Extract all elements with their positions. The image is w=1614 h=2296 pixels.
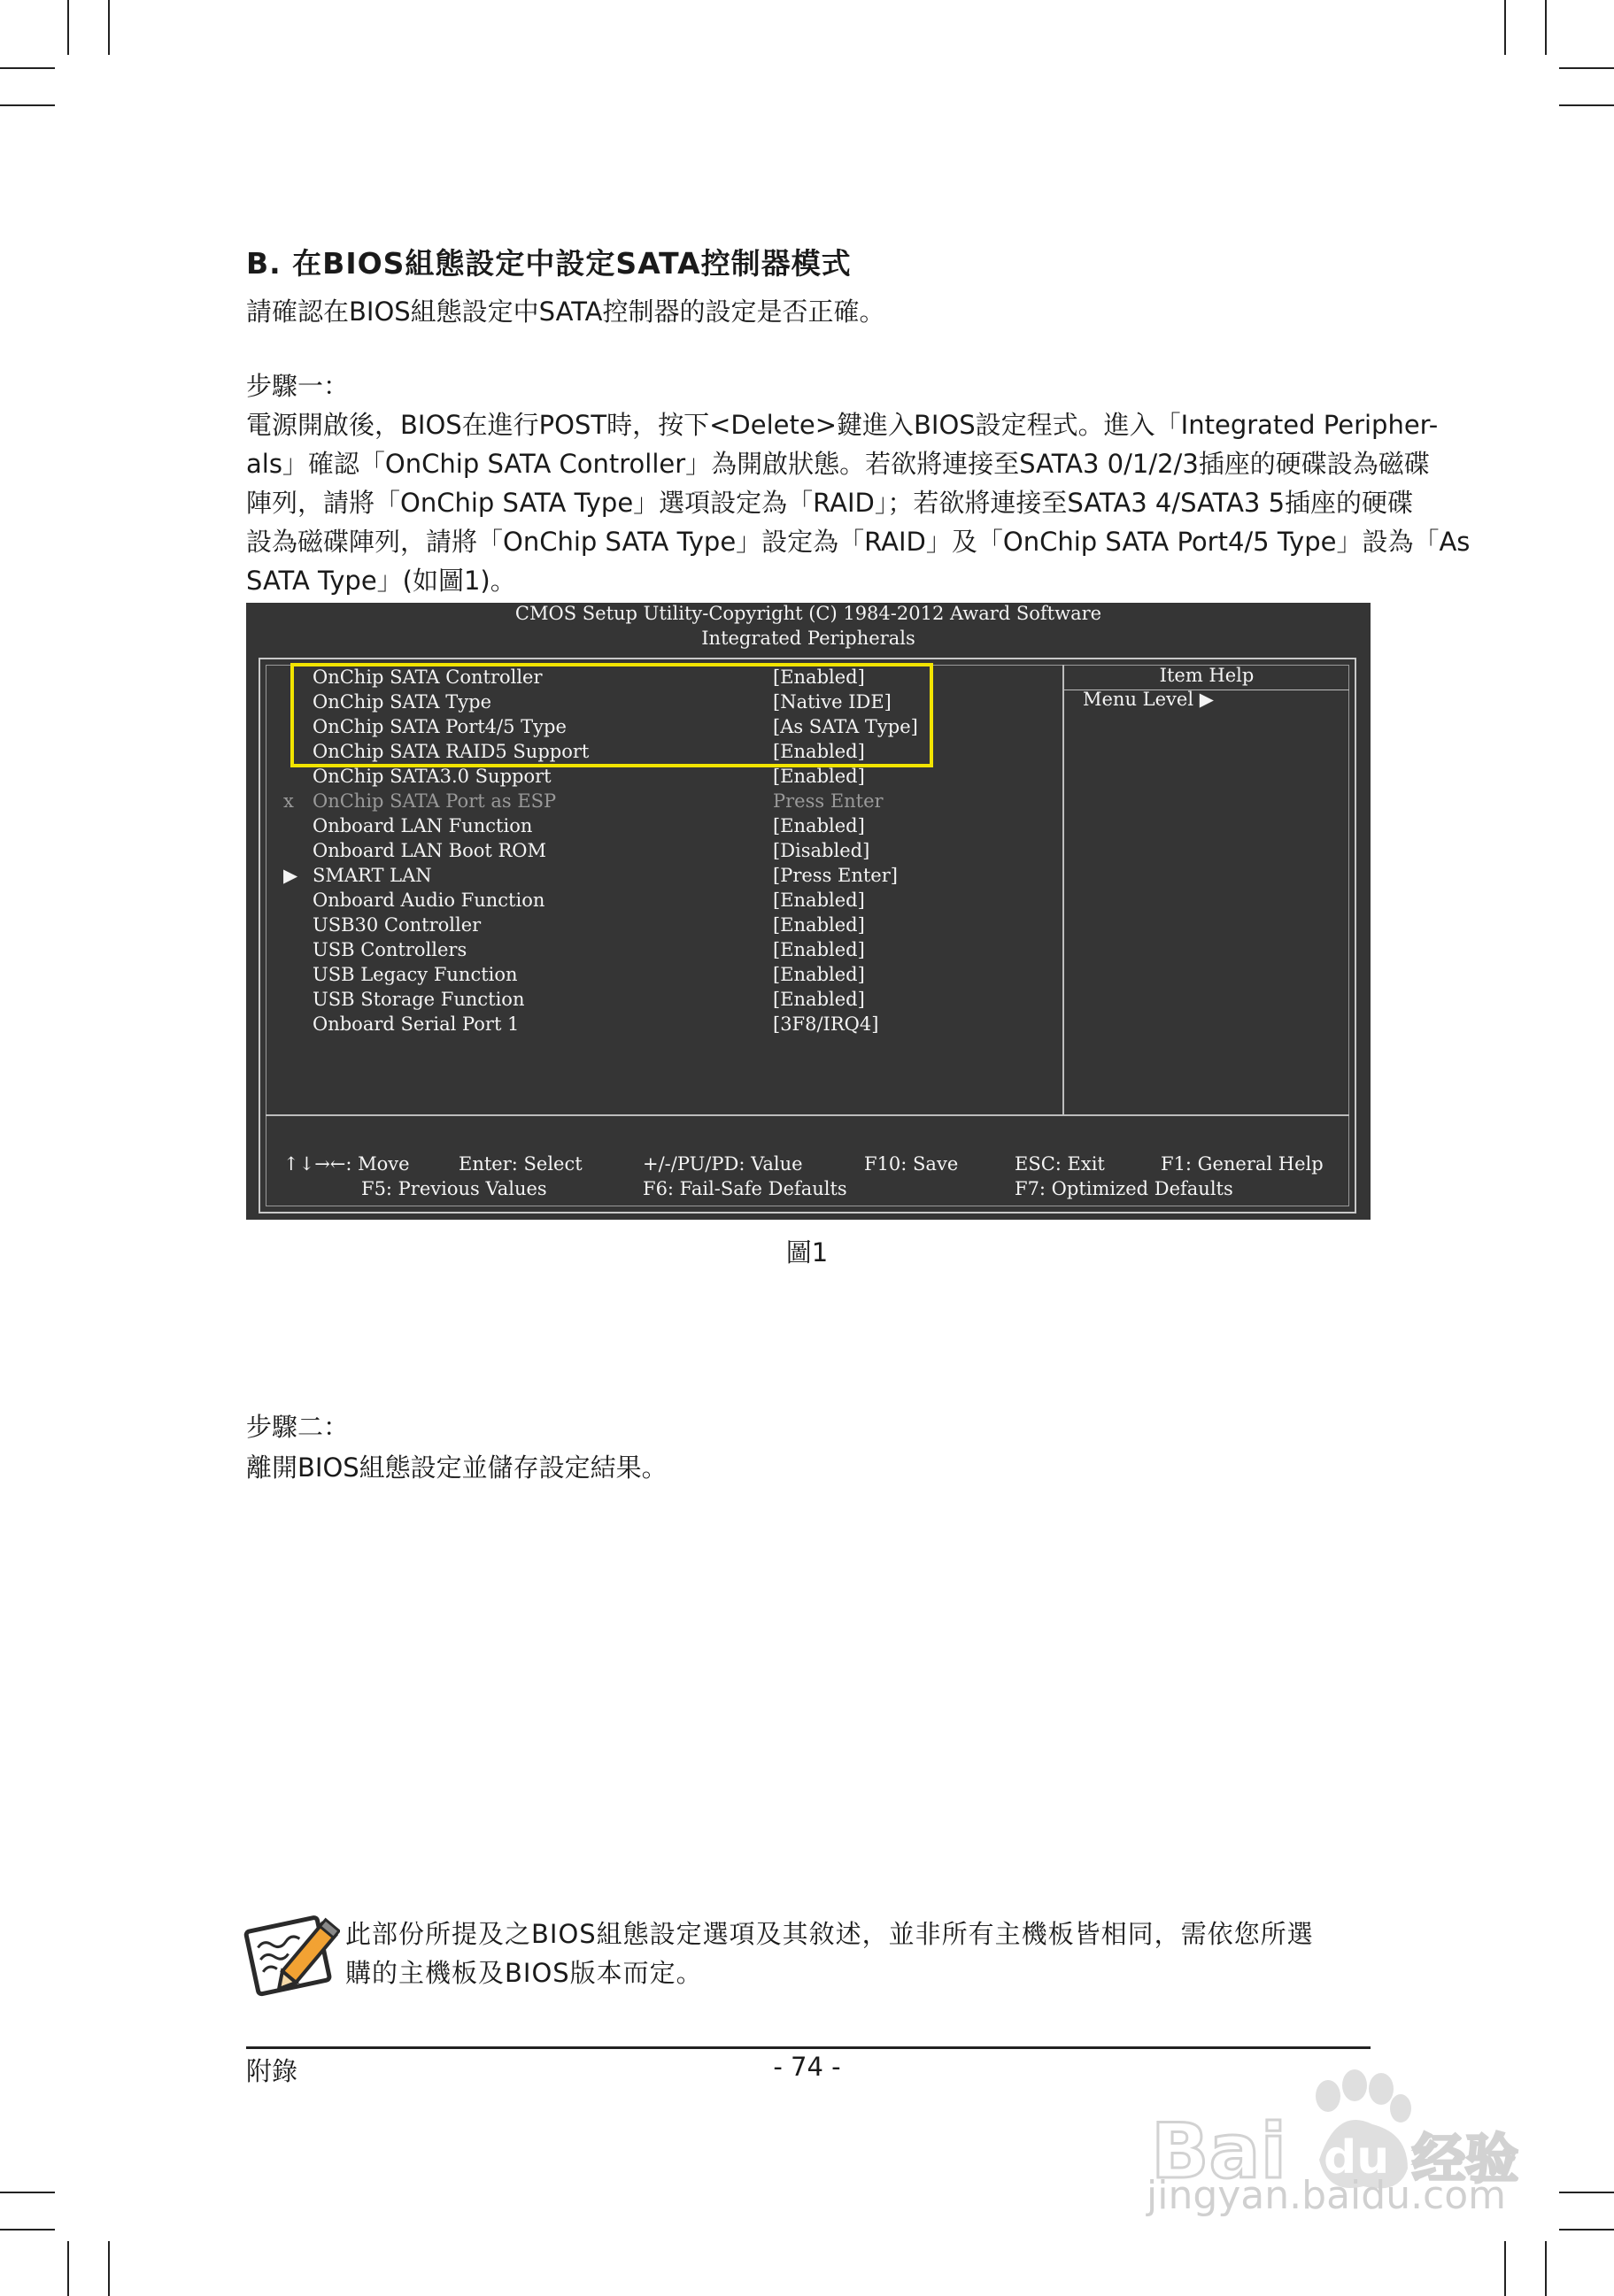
- bios-setting-value[interactable]: [Enabled]: [773, 964, 865, 985]
- step1-heading: 步驟一：: [246, 371, 350, 401]
- bios-setting-row[interactable]: [246, 989, 1062, 1013]
- footer-previous-values: F5: Previous Values: [361, 1178, 547, 1199]
- crop-mark: [1559, 67, 1614, 69]
- submenu-arrow-icon: ▶: [283, 865, 298, 886]
- bios-setting-value[interactable]: [As SATA Type]: [773, 716, 918, 737]
- footer-rule: [246, 2046, 1371, 2049]
- section-title: B. 在BIOS組態設定中設定SATA控制器模式: [246, 246, 852, 281]
- bios-setting-value[interactable]: [3F8/IRQ4]: [773, 1013, 879, 1035]
- bios-setting-name: Onboard Serial Port 1: [313, 1013, 520, 1035]
- figure-caption: 圖1: [785, 1237, 829, 1267]
- bios-setting-row[interactable]: [246, 865, 1062, 890]
- footer-exit: ESC: Exit: [1015, 1153, 1105, 1175]
- bios-setting-name: OnChip SATA Controller: [313, 666, 543, 688]
- bios-setting-name: OnChip SATA Port4/5 Type: [313, 716, 567, 737]
- bios-setting-row[interactable]: [246, 790, 1062, 815]
- bios-column-divider: [1062, 665, 1064, 865]
- crop-mark: [0, 104, 55, 106]
- bios-setting-name: Onboard LAN Function: [313, 815, 533, 836]
- bios-setting-value[interactable]: [Enabled]: [773, 939, 865, 960]
- svg-text:经验: 经验: [1412, 2129, 1518, 2191]
- bios-setting-row[interactable]: [246, 766, 1062, 790]
- note-pencil-icon: [241, 1907, 340, 2003]
- bios-setting-row[interactable]: [246, 815, 1062, 840]
- bios-setting-name: OnChip SATA RAID5 Support: [313, 741, 590, 762]
- bios-setting-row[interactable]: [246, 964, 1062, 989]
- footer-failsafe-defaults: F6: Fail-Safe Defaults: [643, 1178, 847, 1199]
- watermark-url: jingyan.baidu.com: [1147, 2173, 1507, 2218]
- footer-save: F10: Save: [864, 1153, 959, 1175]
- note-line: 此部份所提及之BIOS組態設定選項及其敘述，並非所有主機板皆相同，需依您所選: [345, 1919, 1314, 1949]
- menu-level: Menu Level ▶: [1083, 689, 1214, 710]
- crop-mark: [0, 2192, 55, 2193]
- footer-section-name: 附錄: [246, 2056, 298, 2086]
- bios-copyright: CMOS Setup Utility-Copyright (C) 1984-2012 Award Software: [514, 603, 1102, 624]
- footer-select: Enter: Select: [459, 1153, 583, 1175]
- bios-setting-name: OnChip SATA Type: [313, 691, 492, 713]
- note-text: [345, 1915, 1372, 1992]
- crop-mark: [1545, 0, 1547, 55]
- step1-line: 設為磁碟陣列，請將「OnChip SATA Type」設定為「RAID」及「OnChip SATA Port4/5 Type」設為「As: [246, 527, 1471, 557]
- bios-setting-row[interactable]: [246, 1013, 1062, 1038]
- footer-value: +/-/PU/PD: Value: [643, 1153, 803, 1175]
- bios-setting-value[interactable]: [Enabled]: [773, 914, 865, 936]
- step1-line: 陣列，請將「OnChip SATA Type」選項設定為「RAID」；若欲將連接至SATA3 4/SATA3 5插座的硬碟: [246, 488, 1414, 518]
- crop-mark: [1504, 2241, 1506, 2296]
- step1-line: 電源開啟後，BIOS在進行POST時，按下<Delete>鍵進入BIOS設定程式。進入「Integrated Peripher-: [246, 410, 1439, 440]
- footer-move: ↑↓→←: Move: [283, 1153, 410, 1175]
- bios-setting-name: USB Controllers: [313, 939, 467, 960]
- crop-mark: [1504, 0, 1506, 55]
- item-help-title: Item Help: [1159, 665, 1255, 686]
- bios-setting-name: USB30 Controller: [313, 914, 482, 936]
- sata-settings-highlight: [290, 663, 933, 767]
- disabled-mark-icon: x: [283, 790, 294, 812]
- crop-mark: [67, 0, 69, 55]
- bios-screenshot: [246, 603, 1371, 1220]
- bios-setting-row[interactable]: [246, 914, 1062, 939]
- bios-setting-name: Onboard LAN Boot ROM: [313, 840, 547, 861]
- bios-setting-value[interactable]: [Enabled]: [773, 890, 865, 911]
- bios-setting-name: USB Legacy Function: [313, 964, 518, 985]
- bios-page-title: Integrated Peripherals: [701, 628, 915, 649]
- bios-setting-name: OnChip SATA Port as ESP: [313, 790, 557, 812]
- bios-column-divider: [1062, 863, 1064, 1115]
- crop-mark: [67, 2241, 69, 2296]
- page-number: - 74 -: [773, 2052, 841, 2082]
- crop-mark: [1545, 2241, 1547, 2296]
- bios-setting-value[interactable]: [Press Enter]: [773, 865, 898, 886]
- bios-setting-name: Onboard Audio Function: [313, 890, 545, 911]
- section-intro: 請確認在BIOS組態設定中SATA控制器的設定是否正確。: [246, 297, 885, 327]
- bios-setting-row[interactable]: [246, 939, 1062, 964]
- svg-text:du: du: [1324, 2131, 1390, 2184]
- bios-setting-value[interactable]: [Disabled]: [773, 840, 870, 861]
- footer-optimized-defaults: F7: Optimized Defaults: [1015, 1178, 1233, 1199]
- bios-setting-value[interactable]: [Native IDE]: [773, 691, 892, 713]
- crop-mark: [1559, 104, 1614, 106]
- crop-mark: [108, 2241, 110, 2296]
- footer-general-help: F1: General Help: [1161, 1153, 1324, 1175]
- crop-mark: [0, 2229, 55, 2231]
- step1-paragraph: [246, 405, 1471, 600]
- note-line: 購的主機板及BIOS版本而定。: [345, 1958, 703, 1988]
- step2-body: 離開BIOS組態設定並儲存設定結果。: [246, 1452, 668, 1483]
- bios-setting-value[interactable]: [Enabled]: [773, 666, 865, 688]
- bios-setting-value[interactable]: [Enabled]: [773, 741, 865, 762]
- bios-setting-name: USB Storage Function: [313, 989, 525, 1010]
- bios-setting-value[interactable]: Press Enter: [773, 790, 884, 812]
- svg-text:Bai: Bai: [1151, 2107, 1287, 2196]
- step1-line: als」確認「OnChip SATA Controller」為開啟狀態。若欲將連接至SATA3 0/1/2/3插座的硬碟設為磁碟: [246, 449, 1430, 479]
- step2-heading: 步驟二：: [246, 1412, 350, 1442]
- bios-setting-value[interactable]: [Enabled]: [773, 815, 865, 836]
- bios-setting-name: SMART LAN: [313, 865, 432, 886]
- bios-setting-row[interactable]: [246, 840, 1062, 865]
- step1-line: SATA Type」(如圖1)。: [246, 566, 516, 596]
- crop-mark: [108, 0, 110, 55]
- crop-mark: [1559, 2192, 1614, 2193]
- bios-setting-row[interactable]: [246, 890, 1062, 914]
- crop-mark: [0, 67, 55, 69]
- bios-setting-value[interactable]: [Enabled]: [773, 766, 865, 787]
- bios-footer-divider: [266, 1114, 1349, 1116]
- bios-setting-name: OnChip SATA3.0 Support: [313, 766, 552, 787]
- crop-mark: [1559, 2229, 1614, 2231]
- bios-setting-value[interactable]: [Enabled]: [773, 989, 865, 1010]
